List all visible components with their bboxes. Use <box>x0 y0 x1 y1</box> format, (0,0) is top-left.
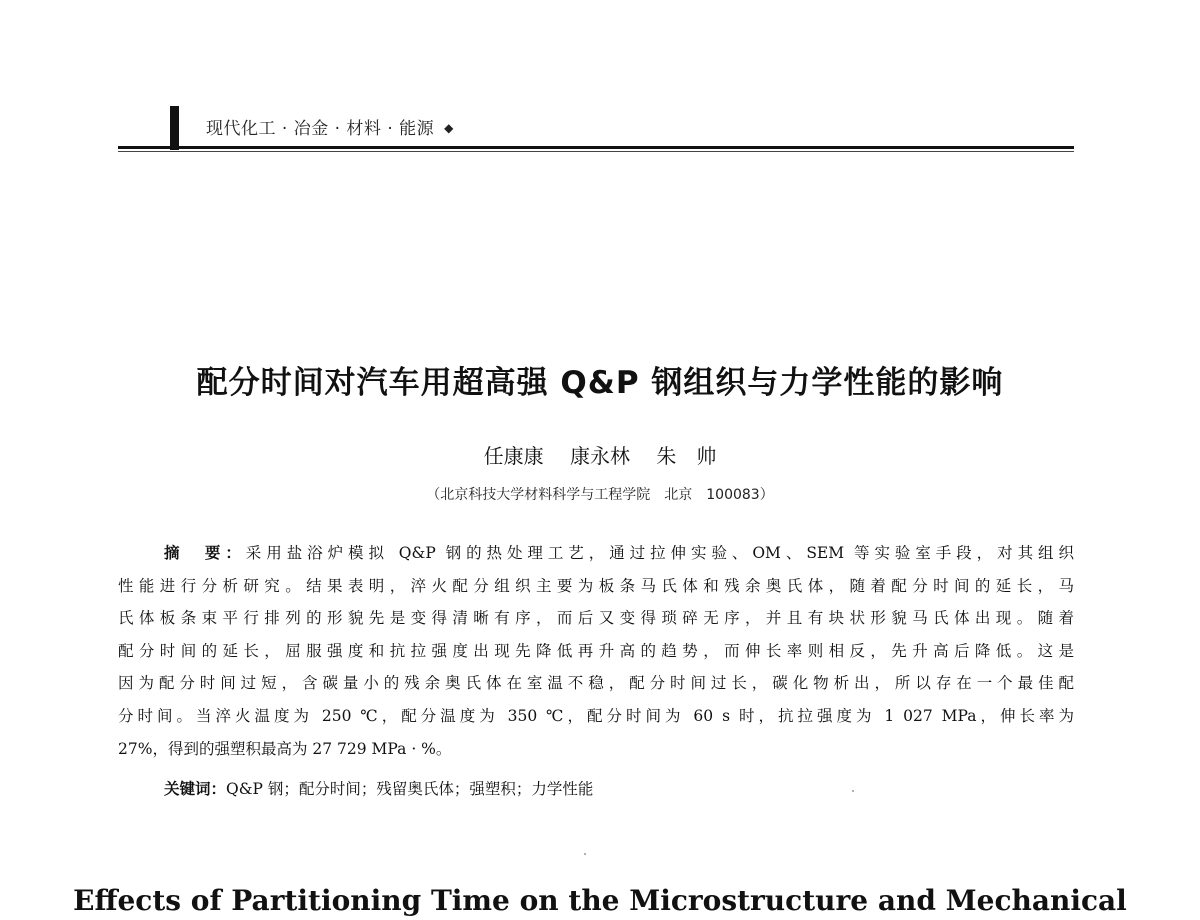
abstract-label: 摘 要： <box>164 544 246 562</box>
author-list <box>0 440 1200 469</box>
journal-header <box>118 104 1074 148</box>
header-marker-bar <box>170 106 179 150</box>
keywords <box>164 777 593 799</box>
paper-title: 配分时间对汽车用超高强 Q&P 钢组织与力学性能的影响 <box>196 365 1004 401</box>
abstract-line: 因为配分时间过短，含碳量小的残余奥氏体在室温不稳，配分时间过长，碳化物析出，所以存在一个最佳配 <box>118 674 1074 693</box>
abstract-line: 性能进行分析研究。结果表明，淬火配分组织主要为板条马氏体和残余奥氏体，随着配分时间的延长，马 <box>118 576 1074 595</box>
affiliation: （北京科技大学材料科学与工程学院 北京 100083） <box>426 487 774 503</box>
english-title: Effects of Partitioning Time on the Microstructure and Mechanical <box>73 884 1127 917</box>
journal-name-text: 现代化工 · 冶金 · 材料 · 能源 <box>206 119 435 139</box>
scan-speck <box>584 853 586 855</box>
header-rule-thin <box>118 151 1074 152</box>
author-2: 康永林 <box>570 444 630 468</box>
abstract-line: 27%，得到的强塑积最高为 27 729 MPa · %。 <box>118 739 452 758</box>
abstract-line-text: 采用盐浴炉模拟 Q&P 钢的热处理工艺，通过拉伸实验、OM、SEM 等实验室手段，对其组织 <box>245 544 1074 562</box>
keywords-text: Q&P 钢；配分时间；残留奥氏体；强塑积；力学性能 <box>226 780 594 798</box>
author-1: 任康康 <box>483 444 544 468</box>
abstract-line: 配分时间的延长，屈服强度和抗拉强度出现先降低再升高的趋势，而伸长率则相反，先升高后降低。这是 <box>118 641 1074 660</box>
keywords-label: 关键词： <box>164 780 227 798</box>
header-rule-thick <box>118 146 1074 149</box>
journal-name <box>206 114 454 139</box>
author-3: 朱 帅 <box>656 444 717 468</box>
scan-speck <box>852 790 854 792</box>
diamond-icon: ◆ <box>444 121 454 135</box>
abstract <box>118 537 1074 765</box>
abstract-line <box>118 537 1074 570</box>
abstract-line: 分时间。当淬火温度为 250 ℃，配分温度为 350 ℃，配分时间为 60 s 时，抗拉强度为 1 027 MPa，伸长率为 <box>118 706 1074 725</box>
abstract-line: 氏体板条束平行排列的形貌先是变得清晰有序，而后又变得琐碎无序，并且有块状形貌马氏体出现。随着 <box>118 609 1074 628</box>
